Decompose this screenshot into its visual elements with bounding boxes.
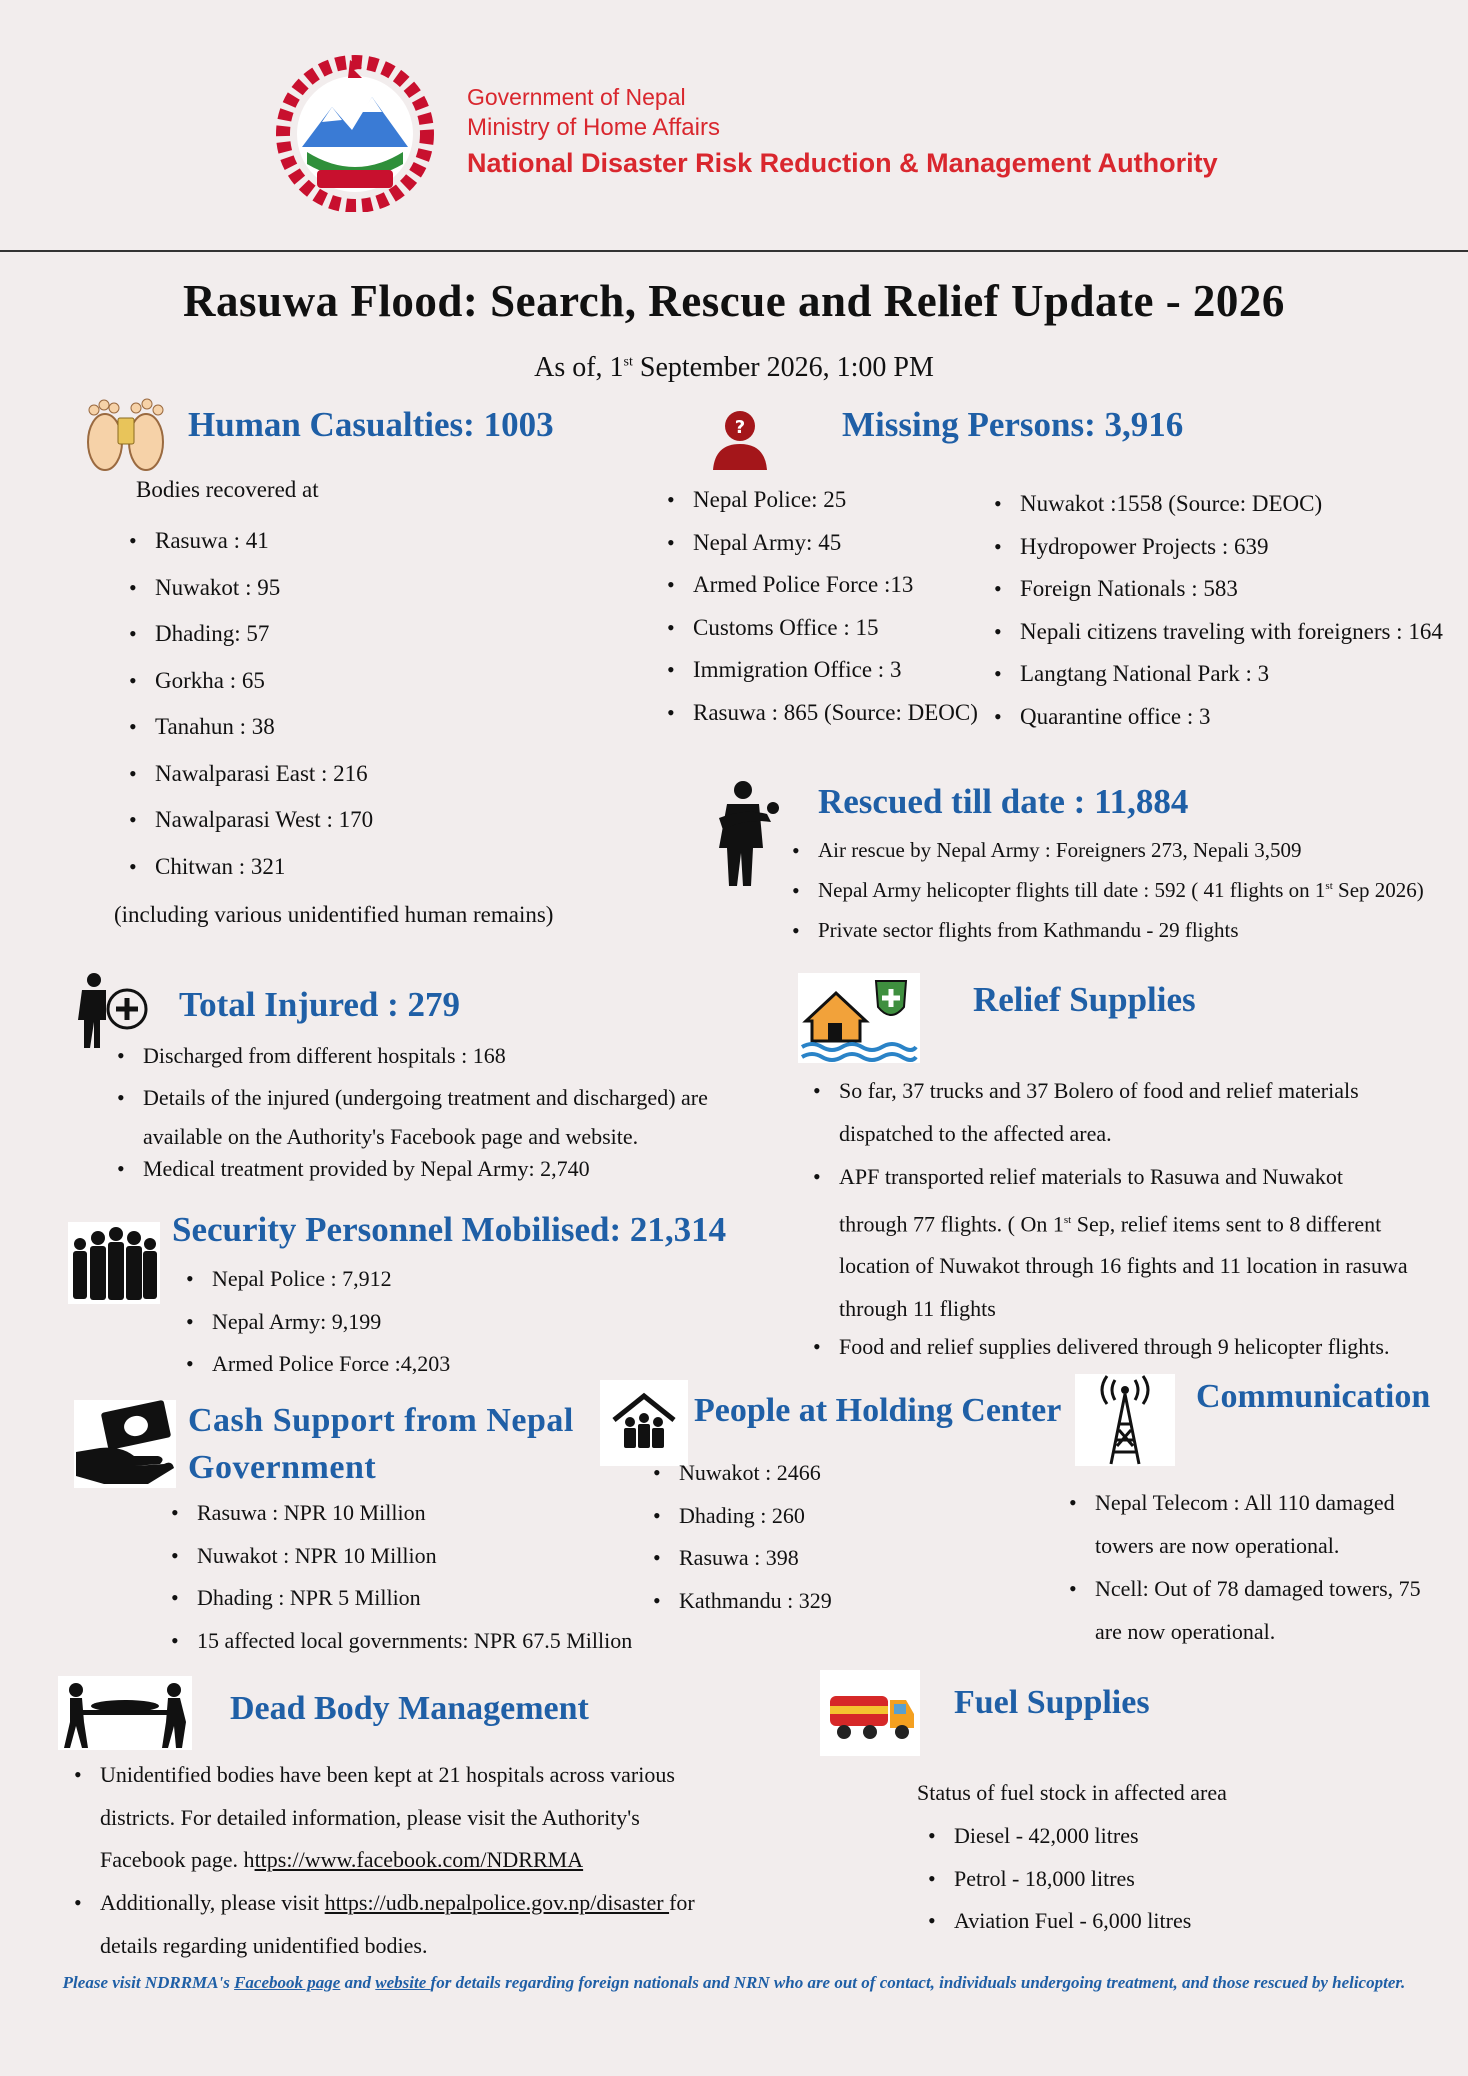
missing-heading: Missing Persons: 3,916 [842, 405, 1184, 444]
cash-hand-icon [74, 1400, 176, 1488]
casualties-note: (including various unidentified human remains) [114, 902, 554, 927]
list-item: • Nepal Army: 45 [693, 530, 978, 573]
header-divider [0, 250, 1468, 252]
footer-website-link[interactable]: website [375, 1973, 431, 1992]
rescuer-icon [705, 778, 785, 888]
list-item: • Gorkha : 65 [155, 668, 373, 715]
list-item: • Additionally, please visit https://udb.nepalpolice.gov.np/disaster for details regarding unidentified bodies. [100, 1882, 695, 1968]
deadbody-list [100, 1754, 695, 1968]
list-item: • Dhading : 260 [679, 1503, 832, 1546]
list-item: • Dhading : NPR 5 Million [197, 1585, 632, 1628]
casualties-heading: Human Casualties: 1003 [188, 405, 554, 444]
tower-icon [1075, 1374, 1175, 1466]
list-item: • Customs Office : 15 [693, 615, 978, 658]
list-item: • Ncell: Out of 78 damaged towers, 75 are now operational. [1095, 1568, 1421, 1654]
list-item: • Nepal Army helicopter flights till date : 592 ( 41 flights on 1st Sep 2026) [818, 878, 1424, 918]
deadbody-heading: Dead Body Management [230, 1690, 589, 1727]
rescued-list [818, 838, 1424, 958]
missing-person-icon [705, 406, 775, 472]
list-item: • Nawalparasi East : 216 [155, 761, 373, 808]
list-item: • Private sector flights from Kathmandu - 29 flights [818, 918, 1424, 958]
list-item: • Tanahun : 38 [155, 714, 373, 761]
list-item: • Nuwakot :1558 (Source: DEOC) [1020, 491, 1443, 534]
shelter-icon [600, 1380, 688, 1466]
cash-list [197, 1500, 632, 1670]
list-item: • Langtang National Park : 3 [1020, 661, 1443, 704]
flood-house-icon [798, 973, 920, 1063]
casualties-list [155, 528, 373, 900]
fuel-truck-icon [820, 1670, 920, 1756]
missing-list-right [1020, 491, 1443, 746]
list-item: • Chitwan : 321 [155, 854, 373, 901]
facebook-link[interactable]: ttps://www.facebook.com/NDRRMA [254, 1847, 584, 1872]
list-item: • Armed Police Force :4,203 [212, 1351, 450, 1394]
list-item: • Nepal Army: 9,199 [212, 1309, 450, 1352]
list-item: • Rasuwa : 41 [155, 528, 373, 575]
list-item: • Nuwakot : NPR 10 Million [197, 1543, 632, 1586]
list-item: • Petrol - 18,000 litres [954, 1866, 1191, 1909]
cash-heading: Cash Support from Nepal Government [188, 1402, 574, 1486]
nepal-police-disaster-link[interactable]: https://udb.nepalpolice.gov.np/disaster [324, 1890, 670, 1915]
list-item: • Nepal Police: 25 [693, 487, 978, 530]
list-item: • Diesel - 42,000 litres [954, 1823, 1191, 1866]
as-of-date: As of, 1st September 2026, 1:00 PM [534, 352, 934, 383]
injured-person-icon [74, 972, 150, 1050]
stretcher-icon [58, 1676, 192, 1750]
fuel-heading: Fuel Supplies [954, 1684, 1150, 1721]
list-item: • Foreign Nationals : 583 [1020, 576, 1443, 619]
fuel-intro: Status of fuel stock in affected area [917, 1780, 1227, 1805]
security-list [212, 1266, 450, 1394]
personnel-group-icon [68, 1222, 160, 1304]
list-item: • Rasuwa : 398 [679, 1545, 832, 1588]
list-item: • Food and relief supplies delivered through 9 helicopter flights. [839, 1326, 1408, 1368]
page-title: Rasuwa Flood: Search, Rescue and Relief Update - 2026 [183, 276, 1285, 326]
list-item: • Air rescue by Nepal Army : Foreigners 273, Nepali 3,509 [818, 838, 1424, 878]
list-item: • Immigration Office : 3 [693, 657, 978, 700]
list-item: • Details of the injured (undergoing treatment and discharged) are available on the Authority's Facebook page and website. [143, 1078, 708, 1156]
injured-list [143, 1043, 708, 1195]
fuel-list [954, 1823, 1191, 1951]
casualties-intro: Bodies recovered at [136, 477, 319, 502]
missing-list-left [693, 487, 978, 742]
list-item: • Nawalparasi West : 170 [155, 807, 373, 854]
communication-heading: Communication [1196, 1378, 1431, 1415]
list-item: • Medical treatment provided by Nepal Army: 2,740 [143, 1156, 708, 1195]
footer-facebook-link[interactable]: Facebook page [234, 1973, 341, 1992]
nepal-emblem-icon [262, 52, 448, 212]
rescued-heading: Rescued till date : 11,884 [818, 782, 1189, 821]
list-item: • Dhading: 57 [155, 621, 373, 668]
holding-heading: People at Holding Center [694, 1392, 1062, 1429]
list-item: • Nuwakot : 95 [155, 575, 373, 622]
list-item: • Quarantine office : 3 [1020, 704, 1443, 747]
list-item: • APF transported relief materials to Rasuwa and Nuwakot through 77 flights. ( On 1st Sep, relief items sent to 8 different location of Nuwakot through 16 fights and 11 location in rasuwa through 11 flights [839, 1156, 1408, 1326]
list-item: • Nepal Telecom : All 110 damaged towers are now operational. [1095, 1482, 1421, 1568]
list-item: • Nuwakot : 2466 [679, 1460, 832, 1503]
list-item: • Aviation Fuel - 6,000 litres [954, 1908, 1191, 1951]
holding-list [679, 1460, 832, 1630]
list-item: • Kathmandu : 329 [679, 1588, 832, 1631]
security-heading: Security Personnel Mobilised: 21,314 [172, 1210, 727, 1249]
list-item: • Hydropower Projects : 639 [1020, 534, 1443, 577]
list-item: • Rasuwa : 865 (Source: DEOC) [693, 700, 978, 743]
list-item: • So far, 37 trucks and 37 Bolero of food and relief materials dispatched to the affected area. [839, 1070, 1408, 1156]
feet-tag-icon [80, 392, 172, 474]
communication-list [1095, 1482, 1421, 1654]
relief-list [839, 1070, 1408, 1368]
list-item: • 15 affected local governments: NPR 67.5 Million [197, 1628, 632, 1671]
footer-note: Please visit NDRRMA's Facebook page and website for details regarding foreign nationals and NRN who are out of contact, individuals undergoing treatment, and those rescued by helicopter. [62, 1973, 1406, 1992]
relief-heading: Relief Supplies [973, 980, 1196, 1019]
org-government: Government of Nepal [467, 84, 686, 110]
svg-text:?: ? [734, 417, 746, 438]
org-ministry: Ministry of Home Affairs [467, 114, 720, 141]
list-item: • Rasuwa : NPR 10 Million [197, 1500, 632, 1543]
list-item: • Armed Police Force :13 [693, 572, 978, 615]
org-authority: National Disaster Risk Reduction & Management Authority [467, 148, 1218, 178]
list-item: • Nepal Police : 7,912 [212, 1266, 450, 1309]
list-item: • Nepali citizens traveling with foreigners : 164 [1020, 619, 1443, 662]
list-item: • Discharged from different hospitals : 168 [143, 1043, 708, 1082]
injured-heading: Total Injured : 279 [179, 985, 461, 1024]
list-item: • Unidentified bodies have been kept at 21 hospitals across various districts. For detailed information, please visit the Authority's Facebook page. https://www.facebook.com/NDRRMA [100, 1754, 695, 1882]
